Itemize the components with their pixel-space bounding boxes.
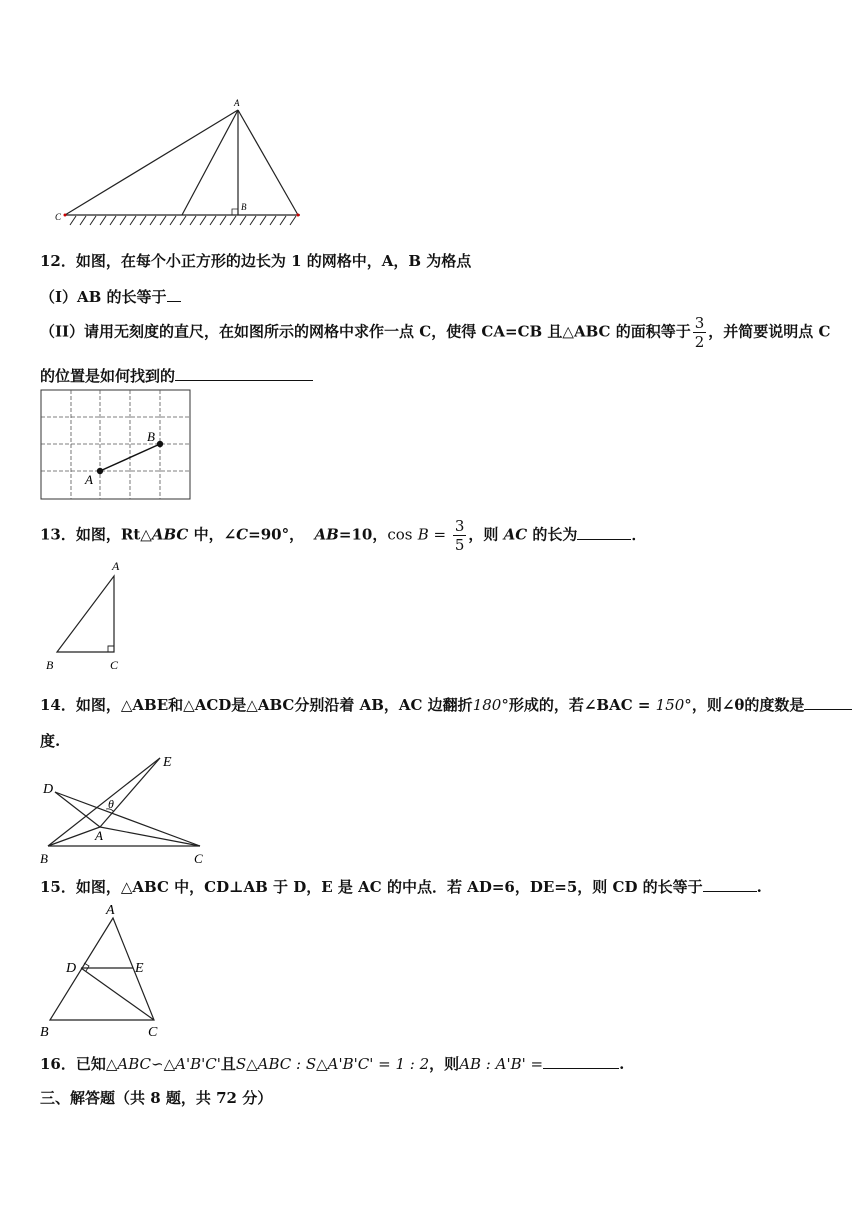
grid-label-a: A [85,472,93,487]
q13-label-a: A [112,559,120,573]
q14-text1: 14．如图，△ABE和△ACD是△ABC分别沿着 AB，AC 边翻折 [40,696,473,714]
q14-blank [804,695,852,710]
q13-rt: Rt [120,525,141,544]
q13-eq90: =90° [248,525,290,544]
q14-label-e: E [163,755,172,770]
q16-then: ，则 [429,1055,460,1073]
question-15 [40,876,762,897]
question-16 [40,1053,624,1074]
q12-part2-text: （II）请用无刻度的直尺，在如图所示的网格中求作一点 C，使得 CA=CB 且△ABC 的面积等于 [40,322,691,341]
q13-ac: AC [503,525,528,544]
question-12-part2 [40,314,830,351]
q12-part1-blank [167,287,181,302]
figure-q13-right-triangle [40,558,140,676]
section-3-heading: 三、解答题（共 8 题，共 72 分） [40,1089,273,1107]
q15-label-b: B [40,1025,49,1040]
question-13 [40,517,646,554]
q15-label-c: C [148,1025,158,1040]
q14-label-d: D [43,782,54,797]
q13-eq: = [428,525,451,544]
q14-text3: ，则∠θ的度数是 [691,696,805,714]
question-12-part1 [40,286,181,307]
q16-ratio: AB : A'B' = [459,1055,544,1073]
q16-end: . [619,1055,625,1073]
q13-len: 的长为 [527,525,578,544]
label-b: B [241,202,247,212]
q14-deg150: 150° [655,696,692,714]
q16-and: 且 [220,1055,236,1073]
q14-label-theta: θ [108,797,114,811]
grid-label-b: B [147,429,155,444]
q13-fraction [453,517,467,554]
q12-part2-blank [175,366,313,381]
q13-mid1: 中， [188,525,224,544]
q14-text2: 形成的，若∠BAC = [508,696,656,714]
q13-ab: AB [314,525,339,544]
q13-prefix: 13．如图， [40,525,121,544]
q12-frac-den: 2 [694,333,705,351]
q16-area: S△ABC : S△A'B'C' = 1 : 2 [235,1055,430,1073]
q13-comma: ， [289,525,305,544]
q14-label-c: C [194,851,203,866]
q13-then: ，则 [468,525,504,544]
q13-frac-den: 5 [454,536,465,554]
q13-angle-c: ∠C [223,525,249,544]
q12-frac-num: 3 [694,314,705,332]
q15-end: . [756,878,762,896]
q13-abc: ABC [151,525,189,544]
q13-end: ． [631,525,647,544]
q13-label-c: C [110,658,119,672]
q12-part2-post: ，并简要说明点 C [708,322,831,341]
q12-fraction [693,314,707,351]
question-14 [40,694,852,715]
q13-eq10: =10， [338,525,388,544]
q13-cos: cos [387,525,413,544]
q13-label-b: B [46,658,54,672]
q15-blank [703,877,757,892]
q13-frac-num: 3 [454,517,465,535]
question-12-part2-line2 [40,365,313,386]
q15-label-d: D [66,961,77,976]
q15-label-a: A [106,903,115,918]
q12-part2-line2-text: 的位置是如何找到的 [40,367,176,385]
question-12-stem: 12．如图，在每个小正方形的边长为 1 的网格中，A，B 为格点 [40,252,472,270]
label-a: A [234,98,240,108]
q16-sim: △ABC∽△A'B'C' [105,1055,221,1073]
figure-q14-fold [40,752,220,868]
q14-deg180: 180° [472,696,509,714]
q15-label-e: E [135,961,144,976]
question-14-line2: 度. [40,732,61,750]
q13-blank [577,525,631,540]
q13-tri: △ [140,525,152,544]
q14-label-a: A [95,828,103,843]
q13-b: B [417,525,429,544]
q16-prefix: 16．已知 [40,1055,106,1073]
q15-text: 15．如图，△ABC 中，CD⊥AB 于 D，E 是 AC 的中点．若 AD=6，DE=5，则 CD 的长等于 [40,878,703,896]
figure-q15-triangle [38,900,168,1040]
figure-q11-triangle [50,95,310,230]
q16-blank [543,1054,619,1069]
figure-q12-grid [40,389,192,501]
q14-label-b: B [40,851,48,866]
label-c: C [55,212,62,222]
q12-part1-text: （I）AB 的长等于 [40,288,167,306]
